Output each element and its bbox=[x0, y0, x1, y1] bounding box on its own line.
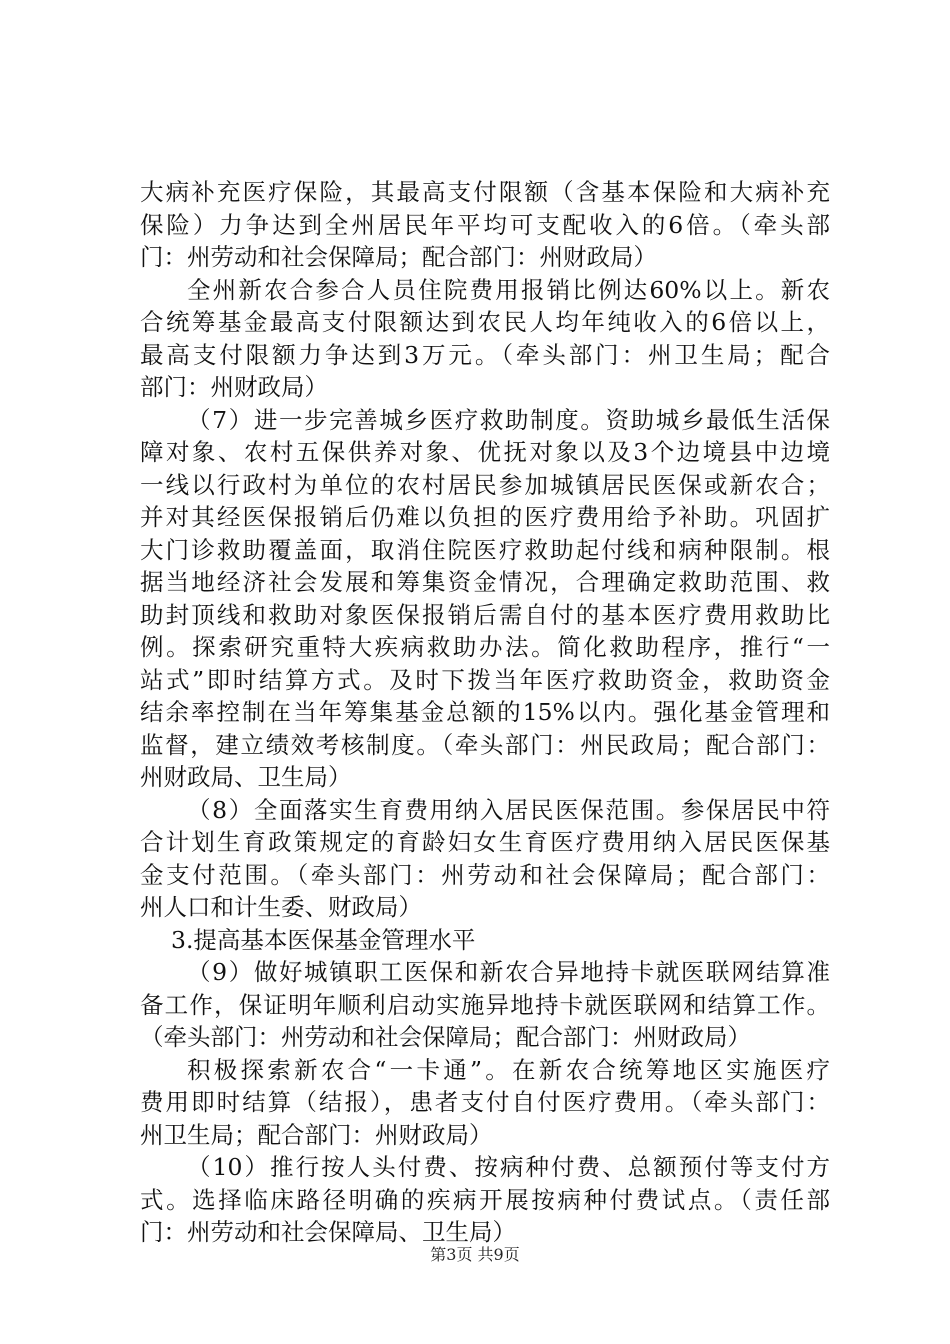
text-line: 例。探索研究重特大疾病救助办法。简化救助程序，推行“一 bbox=[140, 633, 830, 661]
text-line: 式。选择临床路径明确的疾病开展按病种付费试点。（责任部 bbox=[140, 1185, 830, 1214]
text-line: 州人口和计生委、财政局） bbox=[140, 893, 422, 921]
text-line: 州财政局、卫生局） bbox=[140, 763, 352, 791]
text-line: 州卫生局；配合部门：州财政局） bbox=[140, 1120, 493, 1149]
text-line: 保险）力争达到全州居民年平均可支配收入的6倍。（牵头部 bbox=[140, 210, 830, 239]
text-line: 金支付范围。（牵头部门：州劳动和社会保障局；配合部门： bbox=[140, 860, 830, 889]
text-line: 部门：州财政局） bbox=[140, 373, 328, 401]
text-line: 门：州劳动和社会保障局、卫生局） bbox=[140, 1218, 516, 1246]
text-line: 大门诊救助覆盖面，取消住院医疗救助起付线和病种限制。根 bbox=[140, 535, 830, 564]
text-line: 合统筹基金最高支付限额达到农民人均年纯收入的6倍以上， bbox=[140, 308, 830, 336]
text-line: （10）推行按人头付费、按病种付费、总额预付等支付方 bbox=[187, 1153, 830, 1181]
text-line: （7）进一步完善城乡医疗救助制度。资助城乡最低生活保 bbox=[187, 405, 830, 434]
text-line: 备工作，保证明年顺利启动实施异地持卡就医联网和结算工作。 bbox=[140, 990, 830, 1019]
page-footer: 第3页 共9页 bbox=[430, 1245, 520, 1264]
text-line: 积极探索新农合“一卡通”。在新农合统筹地区实施医疗 bbox=[187, 1055, 830, 1084]
text-line: （牵头部门：州劳动和社会保障局；配合部门：州财政局） bbox=[140, 1023, 751, 1051]
text-line: 据当地经济社会发展和筹集资金情况，合理确定救助范围、救 bbox=[140, 568, 830, 596]
text-line: 费用即时结算（结报），患者支付自付医疗费用。（牵头部门： bbox=[140, 1088, 830, 1116]
text-line: 结余率控制在当年筹集基金总额的15%以内。强化基金管理和 bbox=[140, 698, 830, 726]
text-line: 并对其经医保报销后仍难以负担的医疗费用给予补助。巩固扩 bbox=[140, 503, 830, 531]
text-line: 3.提高基本医保基金管理水平 bbox=[171, 925, 476, 954]
text-line: 最高支付限额力争达到3万元。（牵头部门：州卫生局；配合 bbox=[140, 340, 830, 369]
text-line: 一线以行政村为单位的农村居民参加城镇居民医保或新农合； bbox=[140, 470, 830, 499]
text-line: 监督，建立绩效考核制度。（牵头部门：州民政局；配合部门： bbox=[140, 730, 830, 759]
text-line: 门：州劳动和社会保障局；配合部门：州财政局） bbox=[140, 243, 657, 271]
text-line: 助封顶线和救助对象医保报销后需自付的基本医疗费用救助比 bbox=[140, 600, 830, 629]
document-body bbox=[140, 176, 830, 1249]
text-line: 全州新农合参合人员住院费用报销比例达60%以上。新农 bbox=[187, 275, 830, 304]
text-line: 合计划生育政策规定的育龄妇女生育医疗费用纳入居民医保基 bbox=[140, 828, 830, 856]
text-line: 大病补充医疗保险，其最高支付限额（含基本保险和大病补充 bbox=[140, 178, 830, 206]
text-line: 障对象、农村五保供养对象、优抚对象以及3个边境县中边境 bbox=[140, 438, 830, 466]
text-line: （8）全面落实生育费用纳入居民医保范围。参保居民中符 bbox=[187, 795, 830, 824]
text-line: （9）做好城镇职工医保和新农合异地持卡就医联网结算准 bbox=[187, 958, 830, 986]
text-line: 站式”即时结算方式。及时下拨当年医疗救助资金，救助资金 bbox=[140, 665, 830, 694]
